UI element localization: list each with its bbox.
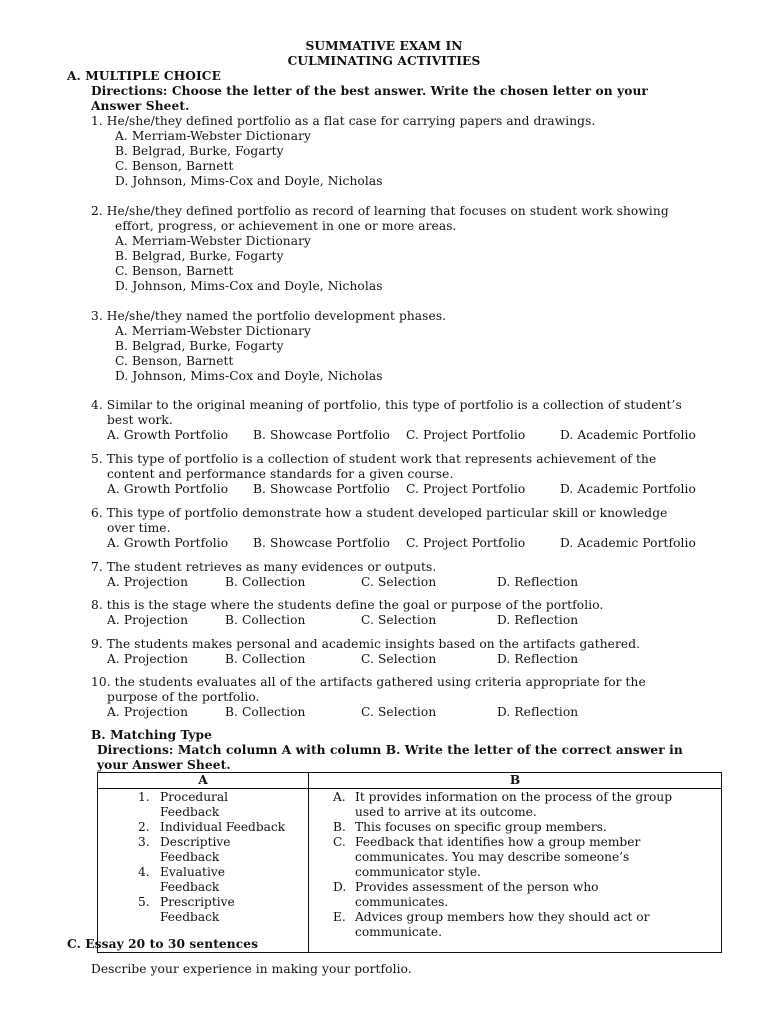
item-b-b-text: This focuses on specific group members. <box>355 820 607 834</box>
option-10a: A. Projection <box>107 705 189 719</box>
question-1: 1. He/she/they defined portfolio as a flat case for carrying papers and drawings. <box>91 114 596 128</box>
item-a-5-label-cont: Feedback <box>160 910 220 924</box>
option-1d: D. Johnson, Mims-Cox and Doyle, Nicholas <box>115 174 383 188</box>
option-3a: A. Merriam-Webster Dictionary <box>115 324 312 338</box>
item-a-3-label-cont: Feedback <box>160 850 220 864</box>
option-6b: B. Showcase Portfolio <box>253 536 390 550</box>
question-4: 4. Similar to the original meaning of portfolio, this type of portfolio is a collection of student’s <box>91 398 682 412</box>
option-7d: D. Reflection <box>497 575 579 589</box>
item-b-e-text: Advices group members how they should act or <box>355 910 650 924</box>
item-b-a-letter: A. <box>333 790 346 804</box>
matching-table <box>97 772 722 953</box>
item-a-5-num: 5. <box>138 895 150 909</box>
question-6: 6. This type of portfolio demonstrate how a student developed particular skill or knowledge <box>91 506 668 520</box>
section-c-heading: C. Essay 20 to 30 sentences <box>67 937 259 951</box>
item-a-3-num: 3. <box>138 835 150 849</box>
question-9: 9. The students makes personal and academic insights based on the artifacts gathered. <box>91 637 641 651</box>
title-line-1: SUMMATIVE EXAM IN <box>305 39 463 53</box>
option-4a: A. Growth Portfolio <box>107 428 229 442</box>
option-3b: B. Belgrad, Burke, Fogarty <box>115 339 284 353</box>
option-2c: C. Benson, Barnett <box>115 264 234 278</box>
item-a-3-label: Descriptive <box>160 835 231 849</box>
option-7c: C. Selection <box>361 575 437 589</box>
section-b-heading: B. Matching Type <box>91 728 213 742</box>
option-6a: A. Growth Portfolio <box>107 536 229 550</box>
item-a-1-label-cont: Feedback <box>160 805 220 819</box>
option-5a: A. Growth Portfolio <box>107 482 229 496</box>
option-9a: A. Projection <box>107 652 189 666</box>
section-b-directions: Directions: Match column A with column B. Write the letter of the correct answer in <box>97 743 683 757</box>
option-1b: B. Belgrad, Burke, Fogarty <box>115 144 284 158</box>
option-5c: C. Project Portfolio <box>406 482 526 496</box>
option-8d: D. Reflection <box>497 613 579 627</box>
column-b-header: B <box>309 773 722 789</box>
item-a-4-num: 4. <box>138 865 150 879</box>
question-10-cont: purpose of the portfolio. <box>107 690 260 704</box>
option-7a: A. Projection <box>107 575 189 589</box>
question-6-cont: over time. <box>107 521 171 535</box>
item-a-1-label: Procedural <box>160 790 229 804</box>
option-8a: A. Projection <box>107 613 189 627</box>
item-b-a-text: It provides information on the process of the group <box>355 790 673 804</box>
item-b-c-letter: C. <box>333 835 346 849</box>
question-2-cont: effort, progress, or achievement in one or more areas. <box>115 219 457 233</box>
question-5-cont: content and performance standards for a given course. <box>107 467 454 481</box>
essay-prompt: Describe your experience in making your portfolio. <box>91 962 412 976</box>
option-7b: B. Collection <box>225 575 306 589</box>
item-b-d-text: Provides assessment of the person who <box>355 880 599 894</box>
question-8: 8. this is the stage where the students define the goal or purpose of the portfolio. <box>91 598 604 612</box>
section-a-directions-cont: Answer Sheet. <box>91 99 190 113</box>
option-10b: B. Collection <box>225 705 306 719</box>
item-b-d-letter: D. <box>333 880 347 894</box>
option-6c: C. Project Portfolio <box>406 536 526 550</box>
option-4c: C. Project Portfolio <box>406 428 526 442</box>
item-a-5-label: Prescriptive <box>160 895 235 909</box>
section-a-directions: Directions: Choose the letter of the best answer. Write the chosen letter on your <box>91 84 648 98</box>
question-5: 5. This type of portfolio is a collection of student work that represents achievement of the <box>91 452 657 466</box>
column-a-cell <box>98 789 309 953</box>
item-a-1-num: 1. <box>138 790 150 804</box>
option-8c: C. Selection <box>361 613 437 627</box>
option-3c: C. Benson, Barnett <box>115 354 234 368</box>
option-4b: B. Showcase Portfolio <box>253 428 390 442</box>
question-10: 10. the students evaluates all of the artifacts gathered using criteria appropriate for the <box>91 675 646 689</box>
option-9b: B. Collection <box>225 652 306 666</box>
option-1a: A. Merriam-Webster Dictionary <box>115 129 312 143</box>
item-b-a-text-cont: used to arrive at its outcome. <box>355 805 537 819</box>
option-4d: D. Academic Portfolio <box>560 428 696 442</box>
item-b-e-text-cont: communicate. <box>355 925 442 939</box>
item-b-e-letter: E. <box>333 910 346 924</box>
question-3: 3. He/she/they named the portfolio development phases. <box>91 309 447 323</box>
option-1c: C. Benson, Barnett <box>115 159 234 173</box>
option-2b: B. Belgrad, Burke, Fogarty <box>115 249 284 263</box>
item-a-4-label-cont: Feedback <box>160 880 220 894</box>
item-a-2-label: Individual Feedback <box>160 820 286 834</box>
item-b-d-text-cont: communicates. <box>355 895 449 909</box>
item-b-c-text: Feedback that identifies how a group member <box>355 835 641 849</box>
item-b-b-letter: B. <box>333 820 346 834</box>
option-5d: D. Academic Portfolio <box>560 482 696 496</box>
option-5b: B. Showcase Portfolio <box>253 482 390 496</box>
column-b-cell <box>309 789 722 953</box>
item-a-4-label: Evaluative <box>160 865 225 879</box>
section-b-directions-cont: your Answer Sheet. <box>97 758 231 772</box>
item-b-c-text-cont: communicates. You may describe someone’s <box>355 850 630 864</box>
option-10c: C. Selection <box>361 705 437 719</box>
title-line-2: CULMINATING ACTIVITIES <box>287 54 481 68</box>
question-7: 7. The student retrieves as many evidences or outputs. <box>91 560 437 574</box>
section-a-heading: A. MULTIPLE CHOICE <box>67 69 221 83</box>
column-a-header: A <box>98 773 309 789</box>
option-9d: D. Reflection <box>497 652 579 666</box>
item-b-c-text-cont-2: communicator style. <box>355 865 481 879</box>
option-6d: D. Academic Portfolio <box>560 536 696 550</box>
question-2: 2. He/she/they defined portfolio as record of learning that focuses on student work showing <box>91 204 669 218</box>
option-10d: D. Reflection <box>497 705 579 719</box>
option-3d: D. Johnson, Mims-Cox and Doyle, Nicholas <box>115 369 383 383</box>
question-4-cont: best work. <box>107 413 173 427</box>
option-2a: A. Merriam-Webster Dictionary <box>115 234 312 248</box>
option-8b: B. Collection <box>225 613 306 627</box>
item-a-2-num: 2. <box>138 820 150 834</box>
option-2d: D. Johnson, Mims-Cox and Doyle, Nicholas <box>115 279 383 293</box>
option-9c: C. Selection <box>361 652 437 666</box>
